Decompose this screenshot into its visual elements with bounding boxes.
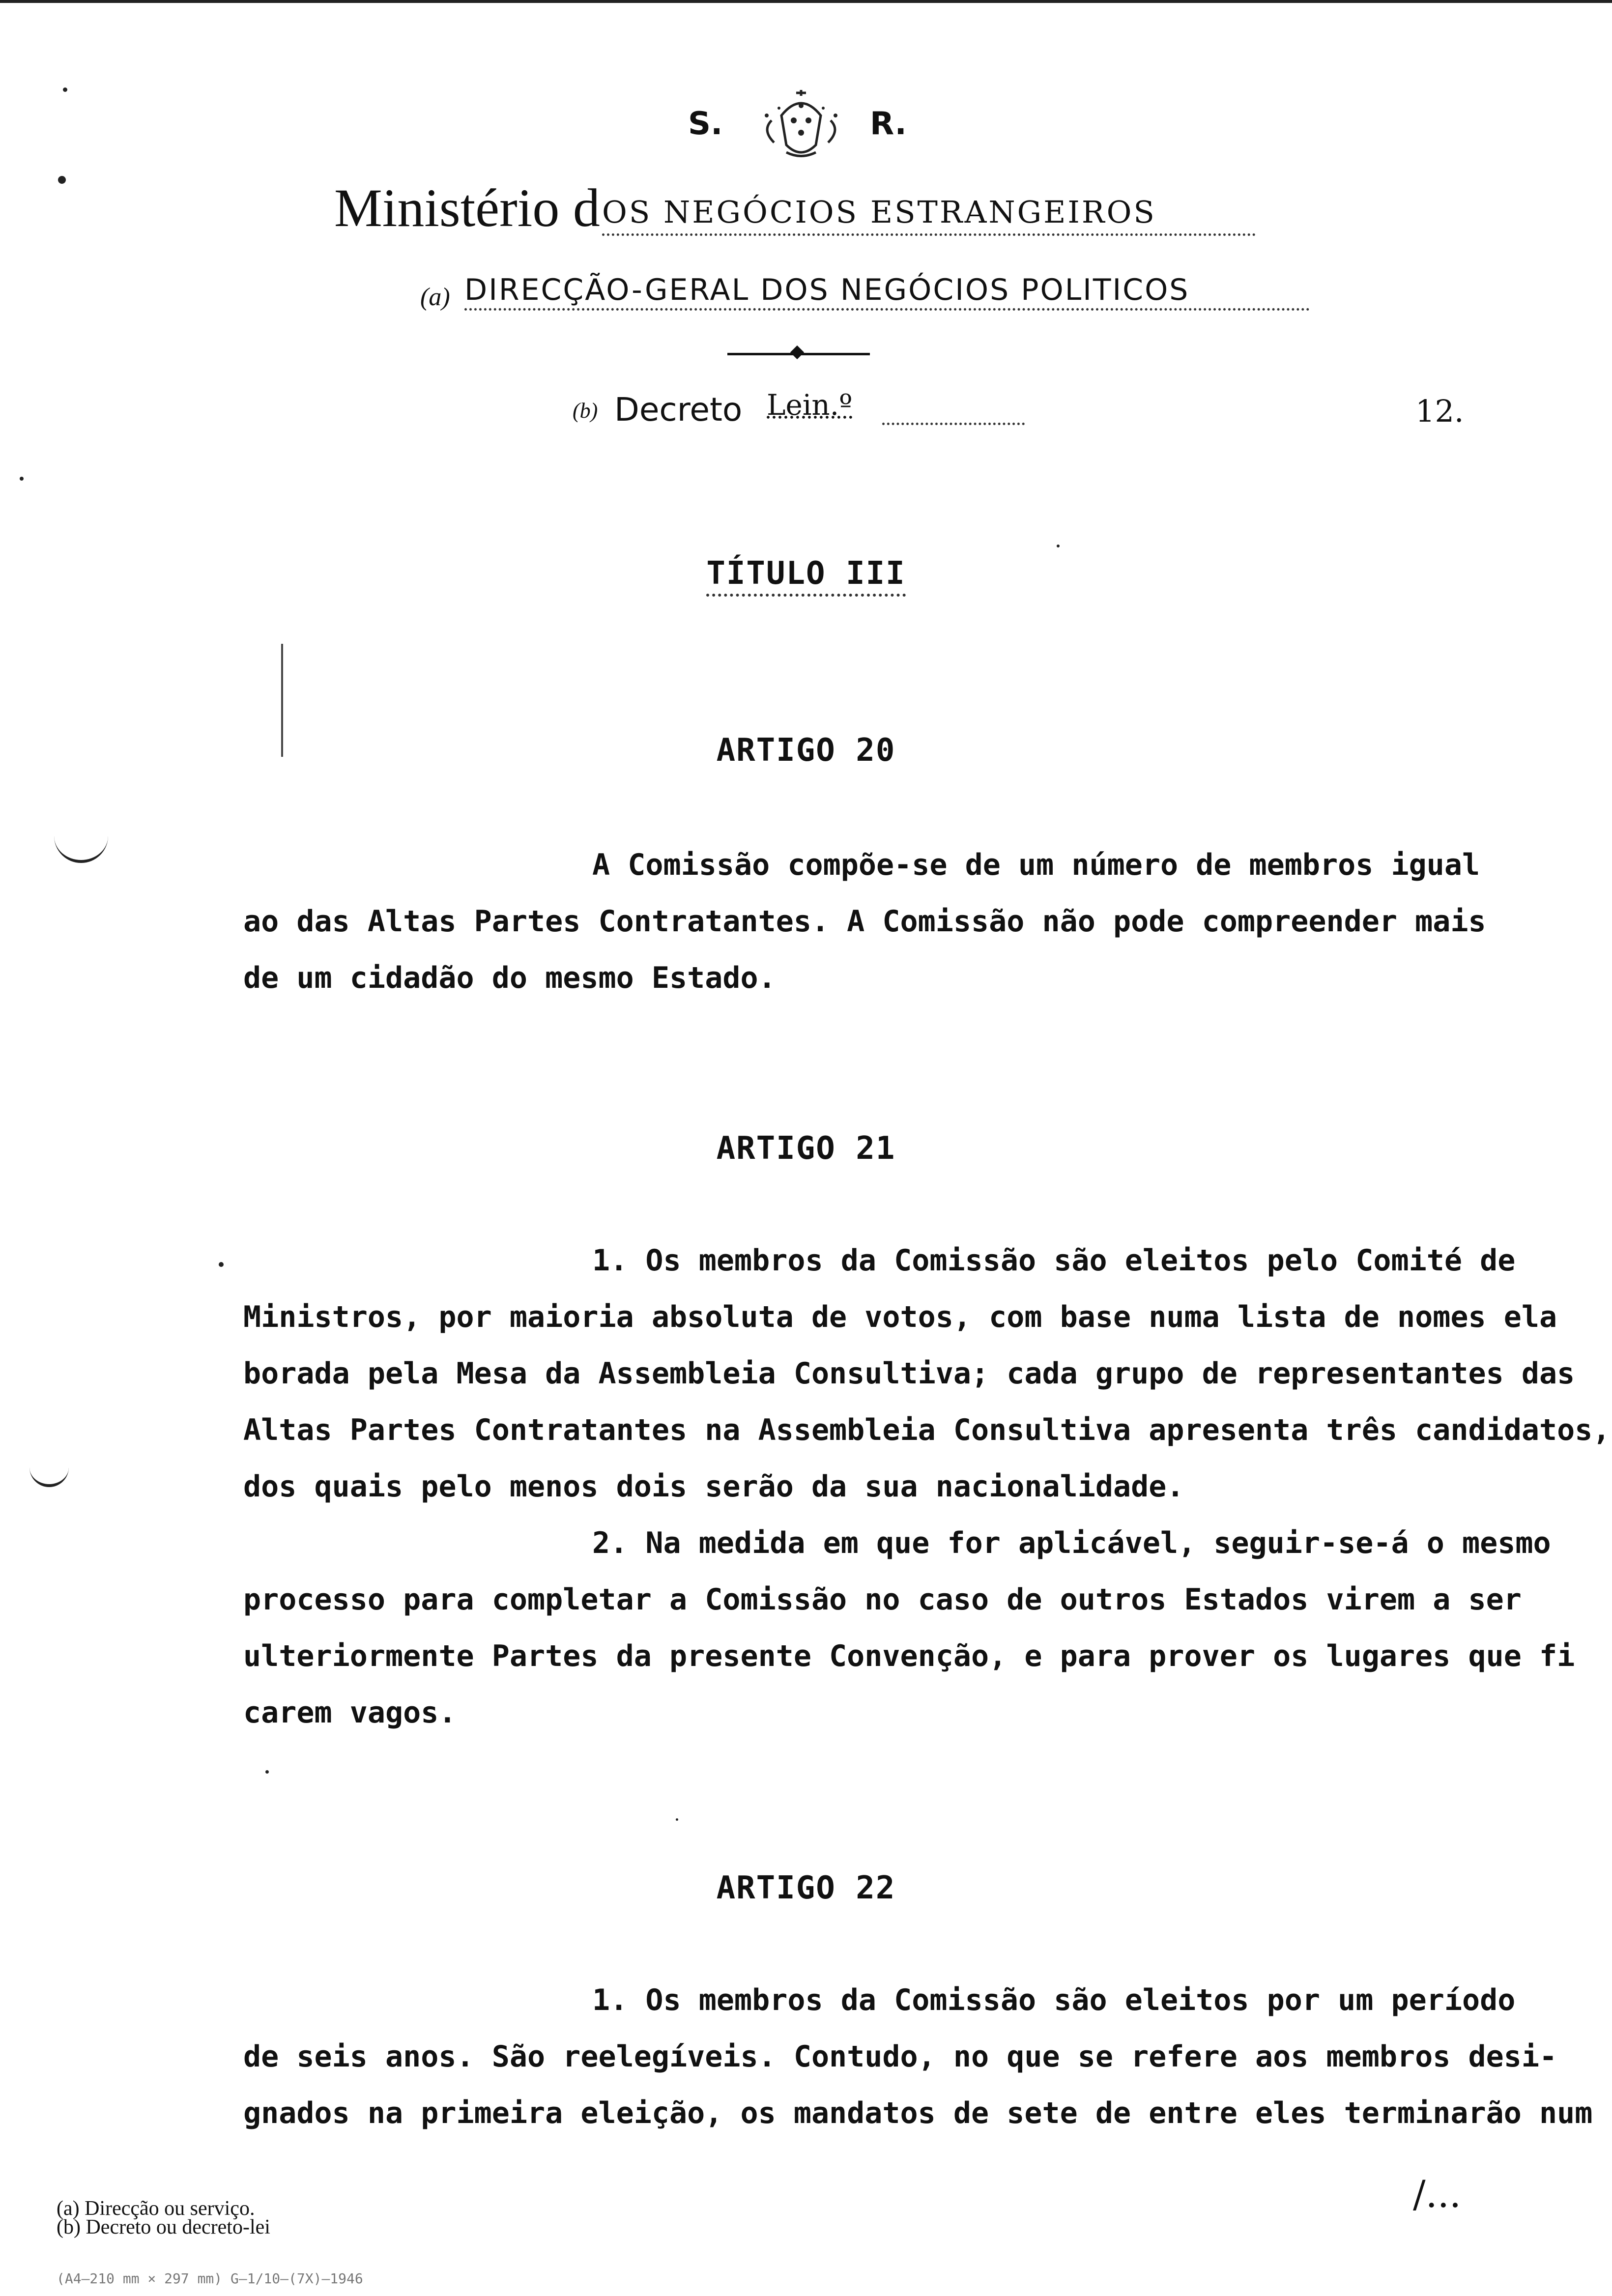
section-title — [0, 555, 1612, 592]
article-21-line: Altas Partes Contratantes na Assembleia Consultiva apresenta três candidatos, — [243, 1413, 1611, 1447]
article-22-line: gnados na primeira eleição, os mandatos de sete de entre eles terminarão num — [243, 2096, 1593, 2130]
article-20-line: de um cidadão do mesmo Estado. — [243, 961, 776, 995]
article-21-line: borada pela Mesa da Assembleia Consultiva; cada grupo de representantes das — [243, 1356, 1575, 1391]
footnote-a: (a) Direcção ou serviço. — [57, 2197, 255, 2220]
top-border — [0, 0, 1612, 3]
scan-speck — [219, 1262, 224, 1267]
article-21-line: Ministros, por maioria absoluta de votos, com base numa lista de nomes ela — [243, 1300, 1557, 1334]
direccao-field: DIRECÇÃO-GERAL DOS NEGÓCIOS POLITICOS — [464, 273, 1310, 311]
decreto-number-line — [882, 423, 1025, 425]
form-code: (A4—210 mm × 297 mm) G—1/10—(7X)—1946 — [57, 2270, 363, 2287]
letterhead-seal — [678, 86, 944, 174]
article-20-line: A Comissão compõe-se de um número de membros igual — [592, 848, 1480, 882]
article-21-line: processo para completar a Comissão no caso de outros Estados virem a ser — [243, 1582, 1522, 1617]
article-22-line: 1. Os membros da Comissão são eleitos por um período — [592, 1983, 1516, 2017]
scan-speck — [58, 176, 66, 184]
decreto-number-field: Lein.º — [767, 388, 853, 422]
decreto-label: Decreto — [614, 391, 743, 429]
ministry-name-field: OS NEGÓCIOS ESTRANGEIROS — [602, 194, 1256, 236]
scan-speck — [265, 1770, 269, 1774]
scan-speck — [20, 477, 24, 481]
coat-of-arms-icon — [752, 86, 850, 165]
header-divider — [727, 353, 870, 355]
section-title-text: TÍTULO III — [706, 555, 905, 597]
scan-speck — [63, 87, 67, 92]
article-22-heading: ARTIGO 22 — [716, 1870, 896, 1906]
article-20-line: ao das Altas Partes Contratantes. A Comissão não pode compreender mais — [243, 904, 1486, 939]
decreto-footnote-mark: (b) — [573, 399, 598, 423]
margin-arc-mark — [54, 835, 108, 863]
continuation-mark: /... — [1413, 2172, 1462, 2216]
article-21-heading: ARTIGO 21 — [716, 1130, 896, 1167]
article-21-line: carem vagos. — [243, 1695, 457, 1730]
article-20-heading: ARTIGO 20 — [716, 732, 896, 769]
article-22-line: de seis anos. São reelegíveis. Contudo, no que se refere aos membros desi- — [243, 2039, 1557, 2074]
article-21-line: 2. Na medida em que for aplicável, seguir-se-á o mesmo — [592, 1526, 1551, 1560]
article-21-line: ulteriormente Partes da presente Convenção, e para prover os lugares que fi — [243, 1639, 1575, 1673]
direccao-footnote-mark: (a) — [420, 283, 450, 311]
s-letter: S. — [688, 106, 723, 142]
page-number: 12. — [1415, 393, 1464, 429]
article-21-line: dos quais pelo menos dois serão da sua nacionalidade. — [243, 1469, 1184, 1504]
diamond-ornament-icon — [790, 345, 804, 359]
footnote-b: (b) Decreto ou decreto-lei — [57, 2216, 270, 2239]
scan-speck — [676, 1818, 678, 1821]
ministry-label: Ministério d — [334, 178, 600, 238]
margin-arc-mark — [29, 1460, 69, 1487]
article-21-line: 1. Os membros da Comissão são eleitos pelo Comité de — [592, 1243, 1516, 1278]
r-letter: R. — [870, 106, 907, 142]
scan-speck — [1057, 545, 1060, 547]
